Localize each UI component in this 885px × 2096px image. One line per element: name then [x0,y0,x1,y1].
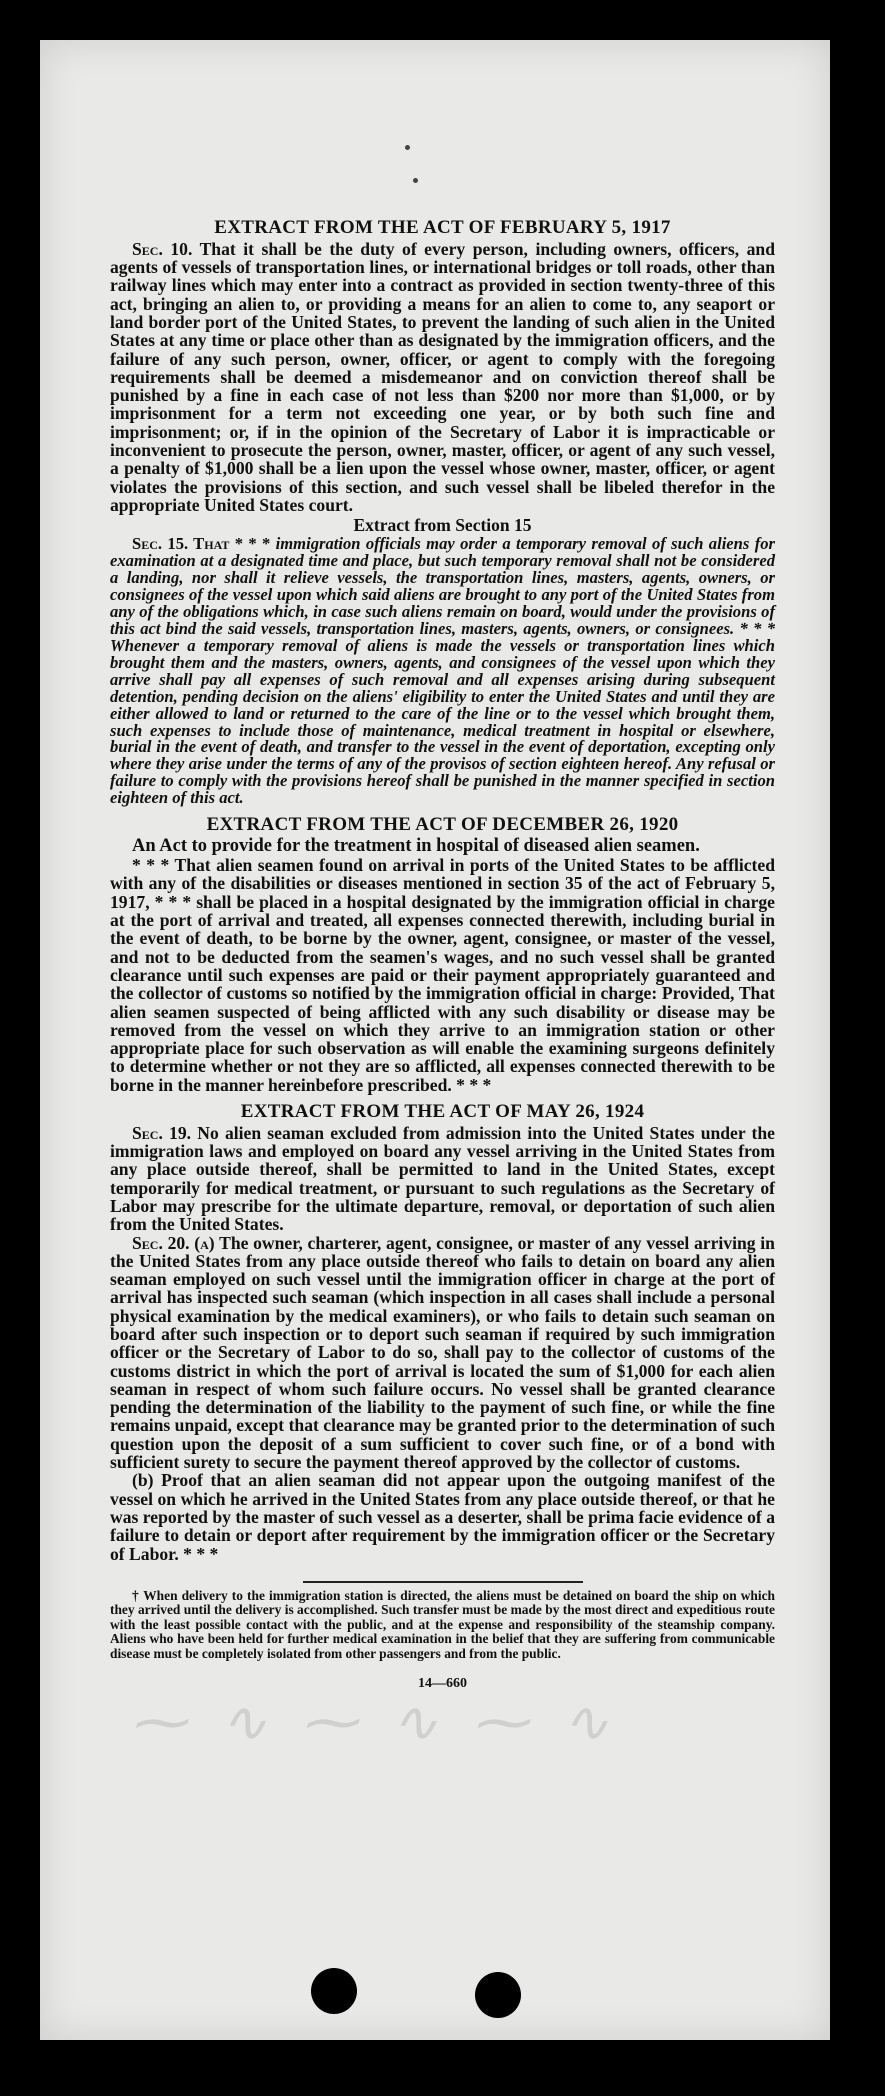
heading-act-1924: EXTRACT FROM THE ACT OF MAY 26, 1924 [240,1100,645,1122]
act-1920-title: An Act to provide for the treatment in hospital of diseased alien seamen. [132,835,700,856]
section-10-label: Sec. 10. [132,238,193,259]
section-20a-text: The owner, charterer, agent, consignee, or master of any vessel arriving in the United States from any place outside thereof who fails to detain on board any alien seaman employed on such vessel until the immigration officer in charge at the port of arrival has inspected such seaman (which inspection in all cases shall include a personal physical examination by the medical examiners), or who fails to detain such seaman on board after such inspection or to deport such seaman if required by such immigration officer or the Secretary of Labor to do so, shall pay to the collector of customs of the customs district in which the port of arrival is located the sum of $1,000 for each alien seaman in respect of whom such failure occurs. No vessel shall be granted clearance pending the determination of the liability to the payment of such fine, or while the fine remains unpaid, except that clearance may be granted prior to the determination of such question upon the deposit of a sum sufficient to cover such fine, or of a bond with sufficient surety to secure the payment thereof approved by the collector of customs. [110,1232,775,1473]
form-number: 14—660 [418,1676,467,1692]
bleed-through-handwriting: ⁓ ∿ ⁓ ∿ ⁓ ∿ [130,1692,619,1754]
section-20a-label: Sec. 20. (a) [132,1232,215,1253]
ink-speck [413,178,418,183]
section-20b-text: Proof that an alien seaman did not appear upon the outgoing manifest of the vessel on which he arrived in the United States from any place outside thereof, or that he was reported by the master of such vessel as a deserter, shall be prima facie evidence of a failure to detain or deport after requirement by the immigration officer or the Secretary of Labor. * * * [110,1470,775,1564]
footnote: † When delivery to the immigration station is directed, the aliens must be detained on board the ship on which they arrived until the delivery is accomplished. Such transfer must be made by the most direct and expeditious route with the least possible contact with the public, and at the expense and responsibility of the steamship company. Aliens who have been held for further medical examination in the belief that they are suffering from communicable disease must be completely isolated from other passengers and from the public. [110,1587,775,1661]
subheading-section-15: Extract from Section 15 [353,515,532,536]
section-20a [110,1234,775,1472]
heading-act-1920: EXTRACT FROM THE ACT OF DECEMBER 26, 1920 [206,814,679,836]
document-body [110,215,775,1692]
section-19-label: Sec. 19. [132,1122,192,1143]
section-15-label: Sec. 15. That * * * [132,534,271,554]
section-20b-label: (b) [132,1470,154,1491]
section-19-text: No alien seaman excluded from admission into the United States under the immigration laws and employed on board any vessel arriving in the United States from any place outside thereof, shall be permitted to land in the United States, except temporarily for medical treatment, or pursuant to such regulations as the Secretary of Labor may prescribe for the ultimate departure, removal, or deportation of such alien from the United States. [110,1122,775,1235]
section-15 [110,536,775,807]
section-10-text: That it shall be the duty of every person, including owners, officers, and agents of vessels of transportation lines, or international bridges or toll roads, other than railway lines which may enter into a contract as provided in section twenty-three of this act, bringing an alien to, or providing a means for an alien to come to, any seaport or land border port of the United States, to prevent the landing of such alien in the United States at any time or place other than as designated by the immigration officers, and the failure of any such person, owner, officer, or agent to comply with the foregoing requirements shall be deemed a misdemeanor and on conviction thereof shall be punished by a fine in each case of not less than $200 nor more than $1,000, or by imprisonment for a term not exceeding one year, or by both such fine and imprisonment; or, if in the opinion of the Secretary of Labor it is impracticable or inconvenient to prosecute the person, owner, master, officer, or agent of any such vessel, a penalty of $1,000 shall be a lien upon the vessel whose owner, master, officer, or agent violates the provisions of this section, and such vessel shall be libeled therefor in the appropriate United States court. [110,238,775,515]
section-15-text: immigration officials may order a temporary removal of such aliens for examination at a designated time and place, but such temporary removal shall not be considered a landing, nor shall it relieve vessels, the transportation lines, masters, agents, owners, or consignees of the vessel upon which said aliens are brought to any port of the United States from any of the obligations which, in case such aliens remain on board, would under the provisions of this act bind the said vessels, transportation lines, masters, agents, owners, or consignees. * * * Whenever a temporary removal of aliens is made the vessels or transportation lines which brought them and the masters, owners, agents, and consignees of the vessel upon which they arrive shall pay all expenses of such removal and all expenses arising during subsequent detention, pending decision on the aliens' eligibility to enter the United States and until they are either allowed to land or returned to the care of the line or to the vessel which brought them, such expenses to include those of maintenance, medical treatment in hospital or elsewhere, burial in the event of death, and transfer to the vessel in the event of deportation, excepting only where they arise under the terms of any of the provisos of section eighteen hereof. Any refusal or failure to comply with the provisions hereof shall be punished in the manner specified in section eighteen of this act. [110,534,775,808]
section-10 [110,240,775,514]
ink-speck [405,145,410,150]
punch-hole-right [475,1972,521,2018]
footnote-divider [303,1581,583,1583]
heading-act-1917: EXTRACT FROM THE ACT OF FEBRUARY 5, 1917 [214,217,671,238]
section-19 [110,1124,775,1234]
section-20b [110,1471,775,1562]
act-1920-body: * * * That alien seamen found on arrival in ports of the United States to be afflicted with any of the disabilities or diseases mentioned in section 35 of the act of February 5, 1917, * * * shall be placed in a hospital designated by the immigration official in charge at the port of arrival and treated, all expenses connected therewith, including burial in the event of death, to be borne by the owner, agent, consignee, or master of the vessel, and not to be deducted from the seamen's wages, and no such vessel shall be granted clearance until such expenses are paid or their payment appropriately guaranteed and the collector of customs so notified by the immigration official in charge: Provided, That alien seamen suspected of being afflicted with any such disability or disease may be removed from the vessel on which they arrive to an immigration station or other appropriate place for such observation as will enable the examining surgeons definitely to determine whether or not they are so afflicted, all expenses connected therewith to be borne in the manner hereinbefore prescribed. * * * [110,855,775,1095]
punch-hole-left [311,1968,357,2014]
